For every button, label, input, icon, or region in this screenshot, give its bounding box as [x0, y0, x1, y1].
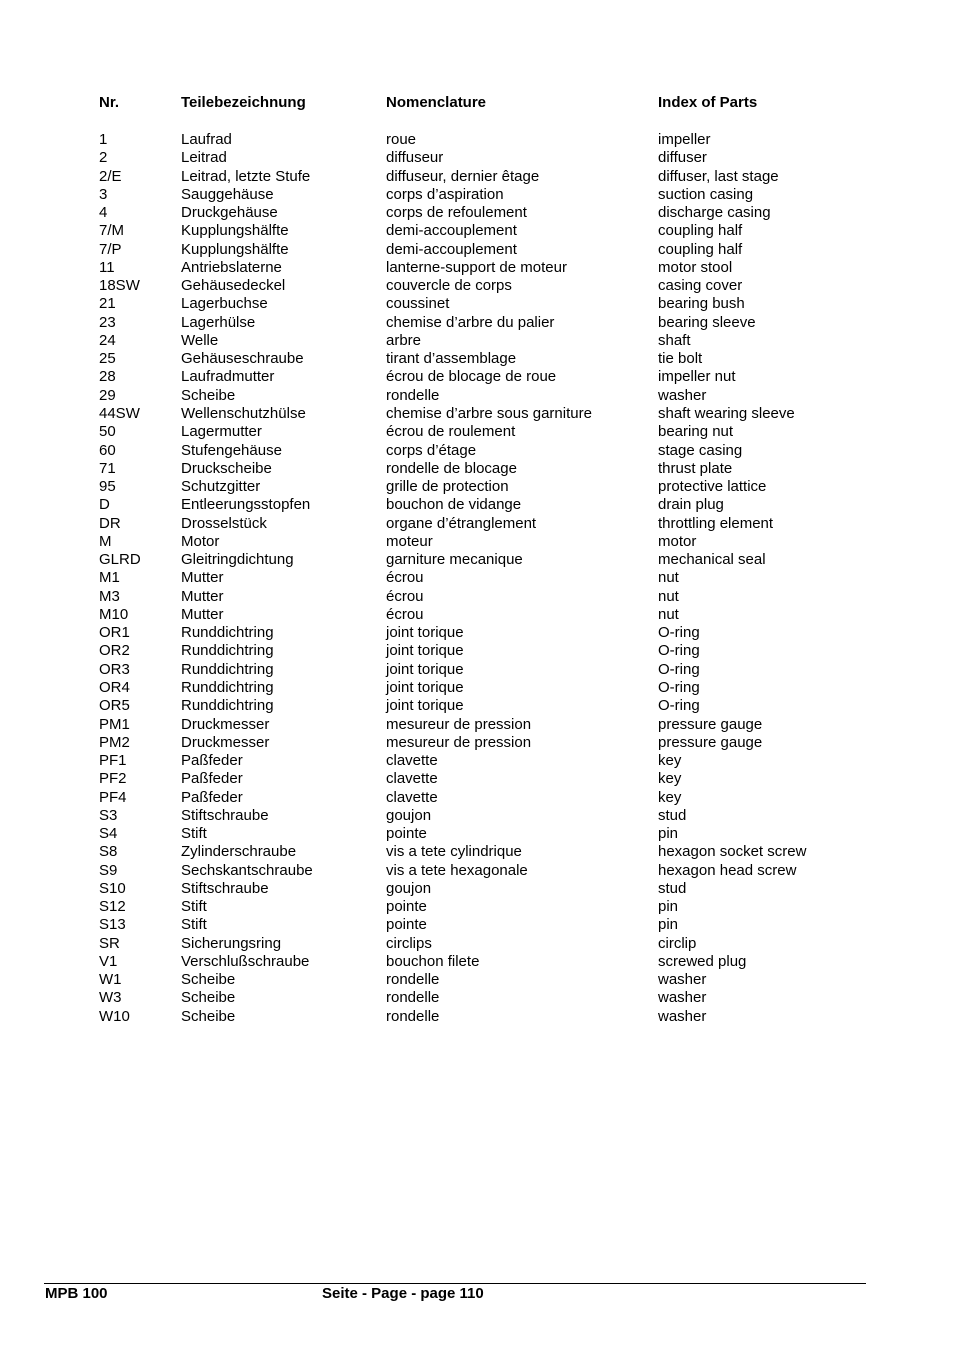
parts-table [99, 93, 859, 1026]
table-row [99, 624, 859, 642]
table-row [99, 843, 859, 861]
part-name-fr: lanterne-support de moteur [386, 258, 567, 276]
part-name-en: stud [658, 806, 687, 824]
table-row [99, 569, 859, 587]
part-name-fr: roue [386, 131, 417, 148]
part-name-de: Laufrad [181, 131, 232, 148]
part-number: PM2 [99, 733, 130, 751]
part-name-en: impeller [658, 131, 711, 148]
part-name-de: Lagermutter [181, 423, 262, 441]
part-name-en: key [658, 788, 682, 806]
part-number: 4 [99, 204, 108, 222]
part-name-en: nut [658, 587, 679, 605]
part-number: 3 [99, 185, 108, 203]
part-number: PM1 [99, 715, 130, 733]
part-number: M10 [99, 605, 129, 623]
part-name-de: Laufradmutter [181, 368, 275, 386]
part-name-de: Schutzgitter [181, 478, 261, 496]
table-row [99, 442, 859, 460]
part-number: OR3 [99, 660, 130, 678]
part-name-fr: bouchon de vidange [386, 496, 522, 514]
part-name-fr: diffuseur [386, 149, 444, 167]
part-name-de: Sicherungsring [181, 934, 282, 952]
part-name-en: motor stool [658, 258, 733, 276]
part-name-fr: clavette [386, 788, 438, 806]
part-name-en: pressure gauge [658, 733, 763, 751]
part-name-de: Sechskantschraube [181, 861, 313, 879]
table-row [99, 935, 859, 953]
part-name-fr: demi-accouplement [386, 240, 517, 258]
part-name-fr: écrou [386, 569, 424, 587]
part-number: 60 [99, 441, 116, 459]
table-row [99, 862, 859, 880]
table-row [99, 770, 859, 788]
part-name-de: Scheibe [181, 1007, 236, 1025]
part-number: 71 [99, 459, 116, 477]
part-number: DR [99, 514, 121, 532]
part-name-fr: corps de refoulement [386, 204, 527, 222]
table-row [99, 423, 859, 441]
part-name-fr: rondelle [386, 386, 440, 404]
table-row [99, 368, 859, 386]
part-number: PF1 [99, 752, 127, 770]
table-row [99, 277, 859, 295]
part-name-fr: écrou de blocage de roue [386, 368, 557, 386]
part-name-en: diffuser [658, 149, 707, 167]
header-index-of-parts: Index of Parts [658, 94, 758, 111]
part-name-en: stud [658, 879, 687, 897]
part-name-fr: organe d’étranglement [386, 514, 537, 532]
part-number: S12 [99, 898, 126, 916]
part-number: GLRD [99, 551, 141, 569]
part-name-de: Druckgehäuse [181, 204, 278, 222]
part-name-fr: clavette [386, 752, 438, 770]
part-name-en: coupling half [658, 222, 743, 240]
part-name-en: diffuser, last stage [658, 167, 779, 185]
part-name-de: Scheibe [181, 989, 236, 1007]
part-number: OR4 [99, 678, 130, 696]
part-name-de: Leitrad [181, 149, 227, 167]
part-number: OR1 [99, 624, 130, 642]
part-name-en: nut [658, 569, 679, 587]
part-name-en: O-ring [658, 697, 700, 715]
part-name-fr: joint torique [386, 697, 464, 715]
part-name-en: casing cover [658, 277, 743, 295]
part-name-en: washer [658, 971, 707, 989]
part-name-en: tie bolt [658, 350, 703, 368]
part-number: S3 [99, 806, 118, 824]
part-name-de: Gehäuseschraube [181, 350, 304, 368]
part-number: 95 [99, 478, 116, 496]
table-row [99, 131, 859, 149]
part-name-de: Stift [181, 916, 207, 934]
part-name-de: Runddichtring [181, 642, 274, 660]
part-name-en: drain plug [658, 496, 724, 514]
part-name-de: Antriebslaterne [181, 258, 282, 276]
part-number: S8 [99, 843, 118, 861]
part-number: 25 [99, 350, 116, 368]
part-name-de: Paßfeder [181, 752, 243, 770]
footer-page-number: Seite - Page - page 110 [322, 1285, 484, 1302]
part-name-en: O-ring [658, 660, 700, 678]
part-name-de: Entleerungsstopfen [181, 496, 311, 514]
part-name-fr: rondelle [386, 971, 440, 989]
part-name-en: pin [658, 916, 679, 934]
table-row [99, 551, 859, 569]
part-name-fr: garniture mecanique [386, 551, 523, 569]
part-name-fr: coussinet [386, 295, 450, 313]
part-number: 50 [99, 423, 116, 441]
part-name-fr: vis a tete hexagonale [386, 861, 528, 879]
table-row [99, 697, 859, 715]
part-name-fr: tirant d’assemblage [386, 350, 517, 368]
part-name-en: motor [658, 532, 697, 550]
part-name-fr: goujon [386, 879, 432, 897]
table-row [99, 222, 859, 240]
part-name-fr: écrou [386, 587, 424, 605]
part-name-de: Scheibe [181, 971, 236, 989]
part-number: S9 [99, 861, 118, 879]
part-name-de: Gehäusedeckel [181, 277, 286, 295]
table-row [99, 295, 859, 313]
part-name-fr: rondelle [386, 989, 440, 1007]
part-name-fr: mesureur de pression [386, 733, 532, 751]
part-name-en: coupling half [658, 240, 743, 258]
part-number: 2/E [99, 167, 122, 185]
part-name-fr: corps d’aspiration [386, 185, 504, 203]
table-row [99, 807, 859, 825]
table-row [99, 606, 859, 624]
part-number: S4 [99, 825, 118, 843]
table-row [99, 533, 859, 551]
part-name-fr: clavette [386, 770, 438, 788]
table-row [99, 898, 859, 916]
part-name-en: shaft wearing sleeve [658, 404, 795, 422]
part-name-en: screwed plug [658, 952, 747, 970]
table-row [99, 588, 859, 606]
part-number: V1 [99, 952, 118, 970]
part-number: W1 [99, 971, 122, 989]
part-name-en: bearing nut [658, 423, 734, 441]
table-row [99, 789, 859, 807]
table-row [99, 332, 859, 350]
part-number: M [99, 532, 112, 550]
part-name-de: Paßfeder [181, 788, 243, 806]
part-number: M3 [99, 587, 120, 605]
part-name-fr: demi-accouplement [386, 222, 517, 240]
part-number: W3 [99, 989, 122, 1007]
header-nomenclature: Nomenclature [386, 94, 487, 111]
part-name-de: Welle [181, 331, 219, 349]
table-row [99, 1008, 859, 1026]
part-name-en: O-ring [658, 642, 700, 660]
part-name-en: O-ring [658, 678, 700, 696]
part-number: 7/M [99, 222, 125, 240]
part-name-en: shaft [658, 331, 691, 349]
part-name-de: Runddichtring [181, 624, 274, 642]
part-name-fr: joint torique [386, 624, 464, 642]
part-name-de: Verschlußschraube [181, 952, 310, 970]
table-row [99, 880, 859, 898]
part-name-de: Druckmesser [181, 715, 270, 733]
table-row [99, 460, 859, 478]
part-name-en: thrust plate [658, 459, 733, 477]
table-row [99, 241, 859, 259]
part-name-de: Wellenschutzhülse [181, 404, 306, 422]
part-number: 29 [99, 386, 116, 404]
part-name-de: Lagerhülse [181, 313, 256, 331]
part-name-fr: diffuseur, dernier êtage [386, 167, 540, 185]
part-number: 21 [99, 295, 116, 313]
part-name-fr: grille de protection [386, 478, 509, 496]
part-name-de: Mutter [181, 605, 224, 623]
part-name-en: impeller nut [658, 368, 736, 386]
table-header-row [99, 93, 859, 113]
table-row [99, 387, 859, 405]
table-row [99, 496, 859, 514]
part-name-de: Drosselstück [181, 514, 267, 532]
part-name-en: hexagon socket screw [658, 843, 807, 861]
part-name-fr: circlips [386, 934, 432, 952]
table-row [99, 405, 859, 423]
part-name-en: pressure gauge [658, 715, 763, 733]
part-name-en: circlip [658, 934, 697, 952]
part-name-en: O-ring [658, 624, 700, 642]
table-row [99, 661, 859, 679]
part-name-fr: chemise d’arbre sous garniture [386, 404, 592, 422]
part-name-fr: couvercle de corps [386, 277, 512, 295]
table-row [99, 259, 859, 277]
table-row [99, 825, 859, 843]
part-name-fr: pointe [386, 825, 427, 843]
part-name-en: washer [658, 386, 707, 404]
part-name-fr: rondelle [386, 1007, 440, 1025]
table-row [99, 168, 859, 186]
part-name-de: Motor [181, 532, 220, 550]
table-row [99, 679, 859, 697]
part-name-en: pin [658, 825, 679, 843]
part-name-de: Stift [181, 898, 207, 916]
part-name-de: Sauggehäuse [181, 185, 274, 203]
part-name-en: washer [658, 1007, 707, 1025]
part-number: 7/P [99, 240, 122, 258]
part-number: SR [99, 934, 120, 952]
table-row [99, 515, 859, 533]
table-row [99, 186, 859, 204]
footer-divider [44, 1283, 866, 1284]
part-name-en: suction casing [658, 185, 754, 203]
part-name-de: Gleitringdichtung [181, 551, 294, 569]
table-body [99, 131, 859, 1026]
part-name-en: pin [658, 898, 679, 916]
part-number: 23 [99, 313, 116, 331]
part-name-de: Stift [181, 825, 207, 843]
part-name-fr: mesureur de pression [386, 715, 532, 733]
part-name-de: Stiftschraube [181, 879, 269, 897]
part-number: 1 [99, 131, 108, 148]
part-name-de: Mutter [181, 587, 224, 605]
part-name-en: nut [658, 605, 679, 623]
part-name-de: Runddichtring [181, 697, 274, 715]
part-name-en: hexagon head screw [658, 861, 797, 879]
part-name-fr: arbre [386, 331, 422, 349]
part-name-en: key [658, 752, 682, 770]
part-name-en: protective lattice [658, 478, 767, 496]
part-name-fr: chemise d’arbre du palier [386, 313, 555, 331]
part-name-de: Scheibe [181, 386, 236, 404]
header-teilebezeichnung: Teilebezeichnung [181, 94, 306, 111]
part-name-de: Runddichtring [181, 660, 274, 678]
part-name-en: key [658, 770, 682, 788]
part-name-en: stage casing [658, 441, 743, 459]
table-row [99, 971, 859, 989]
part-name-de: Druckmesser [181, 733, 270, 751]
part-number: 2 [99, 149, 108, 167]
part-name-fr: vis a tete cylindrique [386, 843, 522, 861]
part-name-fr: goujon [386, 806, 432, 824]
part-number: 24 [99, 331, 116, 349]
part-number: W10 [99, 1007, 130, 1025]
part-number: S10 [99, 879, 126, 897]
table-row [99, 989, 859, 1007]
part-name-en: mechanical seal [658, 551, 766, 569]
part-number: OR5 [99, 697, 130, 715]
part-name-de: Mutter [181, 569, 224, 587]
part-name-fr: joint torique [386, 660, 464, 678]
part-name-de: Leitrad, letzte Stufe [181, 167, 311, 185]
part-name-de: Druckscheibe [181, 459, 272, 477]
table-row [99, 752, 859, 770]
part-number: PF4 [99, 788, 127, 806]
part-name-fr: pointe [386, 898, 427, 916]
table-row [99, 149, 859, 167]
footer-model: MPB 100 [45, 1285, 108, 1302]
table-row [99, 350, 859, 368]
part-name-fr: corps d’étage [386, 441, 477, 459]
part-name-fr: écrou de roulement [386, 423, 516, 441]
part-name-fr: joint torique [386, 642, 464, 660]
part-number: S13 [99, 916, 126, 934]
part-number: 44SW [99, 404, 140, 422]
part-number: 11 [99, 258, 115, 276]
table-row [99, 734, 859, 752]
part-number: M1 [99, 569, 120, 587]
part-name-en: bearing bush [658, 295, 745, 313]
part-name-de: Runddichtring [181, 678, 274, 696]
part-name-de: Lagerbuchse [181, 295, 268, 313]
part-number: 28 [99, 368, 116, 386]
table-row [99, 916, 859, 934]
part-name-de: Kupplungshälfte [181, 222, 289, 240]
table-row [99, 953, 859, 971]
table-row [99, 716, 859, 734]
part-number: PF2 [99, 770, 127, 788]
part-name-en: bearing sleeve [658, 313, 756, 331]
part-number: 18SW [99, 277, 140, 295]
part-number: D [99, 496, 110, 514]
table-row [99, 478, 859, 496]
part-name-de: Paßfeder [181, 770, 243, 788]
part-name-fr: moteur [386, 532, 433, 550]
part-name-de: Stiftschraube [181, 806, 269, 824]
table-row [99, 204, 859, 222]
table-row [99, 314, 859, 332]
part-name-en: washer [658, 989, 707, 1007]
part-name-fr: écrou [386, 605, 424, 623]
part-name-fr: bouchon filete [386, 952, 480, 970]
part-name-fr: rondelle de blocage [386, 459, 517, 477]
part-name-fr: joint torique [386, 678, 464, 696]
table-row [99, 642, 859, 660]
part-name-de: Stufengehäuse [181, 441, 282, 459]
part-name-de: Kupplungshälfte [181, 240, 289, 258]
part-name-en: discharge casing [658, 204, 771, 222]
header-nr: Nr. [99, 94, 120, 111]
part-name-de: Zylinderschraube [181, 843, 297, 861]
part-name-en: throttling element [658, 514, 774, 532]
part-number: OR2 [99, 642, 130, 660]
part-name-fr: pointe [386, 916, 427, 934]
